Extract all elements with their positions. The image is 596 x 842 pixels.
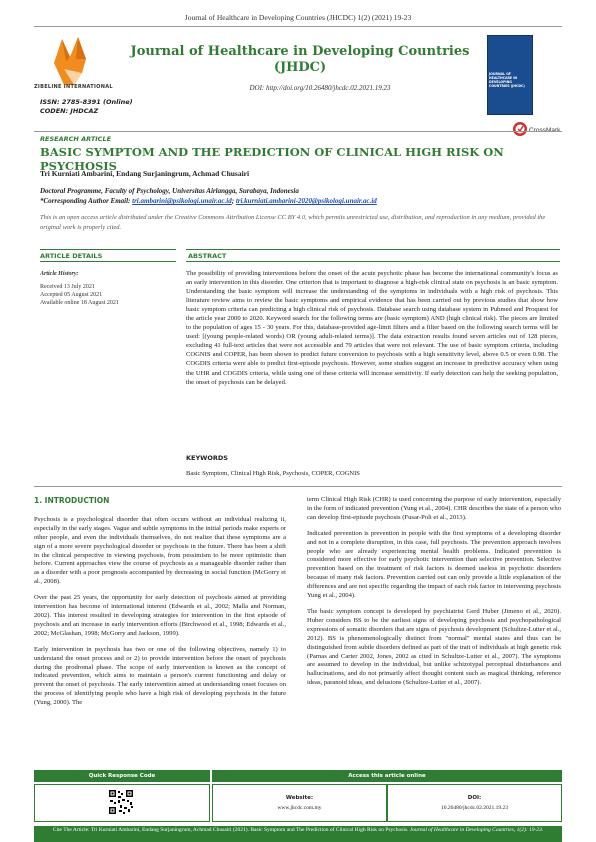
qr-code-icon[interactable] [108, 789, 134, 815]
issn: ISSN: 2785-8391 (Online) [40, 98, 133, 106]
affiliation: Doctoral Programme, Faculty of Psychology, Universitas Airlangga, Surabaya, Indonesia [40, 187, 299, 195]
paragraph: The basic symptom concept is developed by psychiatrist Gerd Huber (Jimeno et al., 2020). Huber considers BS to be the earliest signs of developing psychosis and psychopathological expressions of somatic disorders that are signs of psychosis development (Schultze-Lutter et al., 2012). BS is phenomenologically distinct from "normal" mental states and thus can be distinguished from subtle disorders defined as part of the trait of individuals at high genetic risk (Parnas and Carter 2002, Jones, 2002 as cited in Schultze-Lutter et al., 2007). The symptoms are assumed to develop in the individual, but unlike schizotypal perceptual disturbances and hallucinations, and do not primarily affect thought content such as magical thinking, reference ideas, paranoid ideas, and delusions (Schultze-Lutter et al., 2007). [307, 607, 561, 687]
access-heading: Access this article online [212, 770, 562, 782]
email-link-2[interactable]: tri.kurniati.ambarini-2020@psikologi.unair.ac.id [235, 197, 377, 205]
paragraph: Psychosis is a psychological disorder that often occurs without an individual realizing it, especially in the early stages. Vague and subtle symptoms in the initial periods make experts or other people, and even the individuals themselves, do not realize that these symptoms are a sign of a more severe psychological disorder or psychosis in the future. There has been a shift in the clinical perspective in viewing psychosis, from pessimism to be more optimistic than before. Current approaches view the course of psychosis as a manageable disorder rather than as a disorder with a poor prognosis accompanied by decreasing in social function (McGorry et al., 2008). [34, 515, 286, 586]
issn-block [40, 98, 133, 116]
doi-label: DOI: [467, 795, 482, 801]
crossmark-badge[interactable] [512, 121, 557, 137]
journal-cover-title: JOURNAL OF HEALTHCARE IN DEVELOPING COUNTRIES (JHCDC) [489, 72, 525, 88]
article-title: BASIC SYMPTOM AND THE PREDICTION OF CLINICAL HIGH RISK ON PSYCHOSIS [40, 145, 504, 173]
keywords-text: Basic Symptom, Clinical High Risk, Psychosis, COPER, COGNIS [186, 470, 360, 477]
doi-link[interactable]: DOI: http://doi.org/10.26480/jhcdc.02.2021.19.23 [249, 84, 391, 92]
intro-heading: 1. INTRODUCTION [34, 496, 110, 505]
journal-title [130, 44, 470, 76]
divider [40, 249, 176, 250]
divider [186, 249, 560, 250]
divider [186, 261, 560, 262]
divider [34, 131, 562, 132]
qr-heading: Quick Response Code [34, 770, 210, 782]
keywords-heading: KEYWORDS [186, 454, 228, 462]
history-heading: Article History: [40, 271, 79, 277]
divider [40, 261, 176, 262]
coden: CODEN: JHDCAZ [40, 107, 99, 115]
corresponding-author: *Corresponding Author Email: tri.ambarini@psikologi.unair.ac.id; tri.kurniati.ambarini-2020@psikologi.unair.ac.id [40, 197, 377, 205]
running-header: Journal of Healthcare in Developing Countries (JHCDC) 1(2) (2021) 19-23 [184, 13, 412, 22]
publisher-logo-text: ZIBELINE INTERNATIONAL [34, 84, 113, 90]
website-link[interactable]: www.jhcdc.com.my [277, 805, 322, 811]
affiliation-block [40, 186, 560, 206]
email-link-1[interactable]: tri.ambarini@psikologi.unair.ac.id [132, 197, 232, 205]
divider [34, 26, 562, 27]
citation-text: Cite The Article: Tri Kurniati Ambarini, Endang Surjaningrum, Achmad Chusairi (2021). Basic Symptom and The Prediction of Clinical High Risk on Psychosis. Journal of Healthcare in Developing Countries, 1(2): 19-23. [52, 827, 544, 833]
paragraph: Over the past 25 years, the opportunity for early detection of psychosis aimed at providing intervention has become of international interest (Edwards et al., 2002; Malla and Norman, 2002). This interest resulted in developing strategies for intervention in the first episode of psychosis and an increase in early intervention efforts (Birchwood et al., 1998; Edwards et al., 2002; McGlashan, 1998; McGorry and Jackson, 1999). [34, 594, 286, 637]
paragraph: Early intervention in psychosis has two or one of the following objectives, namely 1) to understand the onset process and or 2) to provide intervention before the onset of psychosis during the prodromal phase. The scope of early intervention is known as the concept of indicated prevention, which aims to maintain a person's current functioning and delay or prevent the onset of psychosis. The early intervention aimed at understanding onset focuses on the process of identifying people who have a high risk of developing psychosis in the future (Yung, 2000). The [34, 645, 286, 707]
right-column [307, 496, 561, 695]
left-column [34, 489, 286, 715]
citation-journal: Journal of Healthcare in Developing Countries, 1(2): 19-23. [409, 827, 544, 833]
doi-value[interactable]: 10.26480/jhcdc.02.2021.19.23 [440, 805, 509, 811]
crossmark-icon [512, 121, 557, 137]
online-date: Available online 18 August 2021 [40, 300, 119, 306]
paragraph: term Clinical High Risk (CHR) is used concerning the purpose of early intervention, especially in the form of indicated prevention (Yung et al., 2004). CHR describes the state of a person who can develop first-episode psychosis (Fusar-Poli et al., 2013). [307, 496, 561, 521]
website-label: Website: [285, 795, 314, 801]
journal-title-line2: (JHDC) [273, 60, 327, 75]
paragraph: Indicated prevention is prevention in people with the first symptoms of a developing disorder and not in a complete disruption, in this case, full psychosis. The prevention approach involves people who are already experiencing mental health problems. Indicated prevention is considered more effective for early psychotic intervention than selective prevention. Selective prevention based on the treatment of risk factors is deemed useless in psychotic disorders because of many risk factors. Prevention carried out can only provide a little explanation of the differences and are not specific regarding the impact of each risk factor in intervening psychosis Yung et al., 2004). [307, 529, 561, 600]
abstract-text: The possibility of providing interventions before the onset of the acute psychotic phase has become the international community's focus as an early intervention in this disorder. One criterion that is important to diagnose a high-risk clinical state on psychosis is an basic symptom. Understanding the basic symptom will increase the understanding of the symptoms in individuals with a high risk of psychosis. This literature review aims to review the basic symptoms and empirical evidence that has been carried out by previous studies that show how basic symptom criteria can predicting a high clinical risk of psychosis. Database search using database system in Pubmed and Proquest for the article year 2000 to 2020. Keyword search for the following terms are (basic symptom) AND (high clinical risk). The pieces are limited to the population of ages 15 - 30 years. For this, database-provided age-limit filters and a filter based on the following search terms will be used: [(young people-related words) OR (young adult-related terms)]. The data extraction results found seven articles out of 128 pieces, excluding 41 full-text articles that were not accessible and 79 articles that were not relevant. The use of basic symptom criteria, including COGNIS and COPER, has been shown to predict future conversion to psychosis with a high sensitivity level, above 0.5 or even 0.98. The COGDIS criteria were able to predict first-episode psychosis. However, some studies suggest an increase in predictive accuracy when using the UHR and COGDIS criteria, while using one of these criteria will increase sensitivity. If early detection can help the seeking population, the onset of psychosis can be delayed. [186, 270, 558, 386]
accepted-date: Accepted 05 August 2021 [40, 292, 103, 298]
journal-title-line1: Journal of Healthcare in Developing Countries [130, 44, 470, 59]
divider [34, 486, 562, 487]
fox-logo-icon [34, 33, 112, 89]
authors: Tri Kurniati Ambarini, Endang Surjaningrum, Achmad Chusairi [40, 169, 250, 178]
article-type: RESEARCH ARTICLE [40, 135, 112, 143]
website-cell [212, 784, 387, 822]
received-date: Received 13 July 2021 [40, 284, 95, 290]
abstract-heading: ABSTRACT [188, 252, 227, 260]
article-history [40, 270, 176, 307]
article-details-heading: ARTICLE DETAILS [40, 252, 103, 260]
license-statement: This is an open access article distributed under the Creative Commons Attribution License CC BY 4.0, which permits unrestricted use, distribution, and reproduction in any medium, provided the original work is properly cited. [40, 214, 546, 231]
doi-cell [387, 784, 562, 822]
